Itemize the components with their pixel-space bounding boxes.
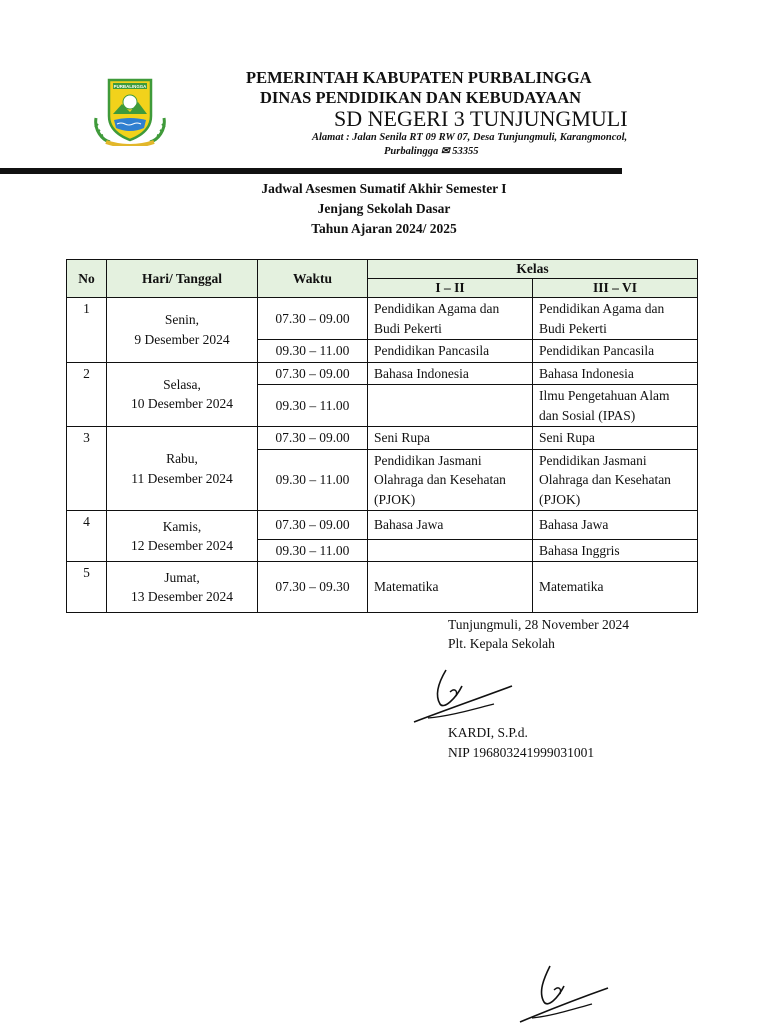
row-day-date	[107, 562, 258, 613]
document-subtitle-year: Tahun Ajaran 2024/ 2025	[311, 221, 457, 236]
row-subject-3-6: Bahasa Indonesia	[533, 362, 698, 385]
table-row	[67, 362, 698, 385]
day-date: 12 Desember 2024	[131, 538, 233, 553]
row-day-date	[107, 362, 258, 427]
header-time: Waktu	[258, 260, 368, 298]
row-subject-1-2: Pendidikan Pancasila	[368, 340, 533, 363]
district-logo	[92, 74, 168, 146]
row-time: 09.30 – 11.00	[258, 340, 368, 363]
letterhead-address-line2: Purbalingga ✉ 53355	[384, 146, 479, 157]
header-day-date: Hari/ Tanggal	[107, 260, 258, 298]
day-date: 9 Desember 2024	[134, 331, 230, 347]
header-no: No	[67, 260, 107, 298]
schedule-table	[66, 259, 698, 613]
day-name: Rabu,	[166, 451, 198, 466]
day-name: Jumat,	[164, 569, 200, 585]
row-time: 09.30 – 11.00	[258, 539, 368, 562]
day-date: 11 Desember 2024	[131, 470, 233, 486]
document-title: Jadwal Asesmen Sumatif Akhir Semester I	[261, 181, 507, 196]
table-header-row	[67, 260, 698, 279]
sign-name: KARDI, S.P.d.	[448, 725, 528, 740]
row-time: 07.30 – 09.00	[258, 427, 368, 450]
letterhead-department: DINAS PENDIDIKAN DAN KEBUDAYAAN	[260, 88, 582, 107]
letterhead-address-line1: Alamat : Jalan Senila RT 09 RW 07, Desa Tunjungmuli, Karangmoncol,	[312, 132, 628, 143]
letterhead-government: PEMERINTAH KABUPATEN PURBALINGGA	[246, 68, 592, 87]
row-subject-1-2: Matematika	[368, 562, 533, 613]
row-subject-3-6: Bahasa Jawa	[533, 511, 698, 540]
row-no: 1	[67, 298, 107, 363]
row-time: 07.30 – 09.30	[258, 562, 368, 613]
header-class-1-2: I – II	[368, 279, 533, 298]
letterhead-divider	[0, 168, 622, 174]
handwritten-signature-repeat	[518, 962, 610, 1024]
row-subject-3-6: Seni Rupa	[533, 427, 698, 450]
day-name: Kamis,	[162, 518, 202, 534]
header-class-3-6: III – VI	[533, 279, 698, 298]
row-subject-1-2: Pendidikan Agama dan Budi Pekerti	[368, 298, 533, 340]
row-time: 09.30 – 11.00	[258, 385, 368, 427]
day-date: 13 Desember 2024	[131, 589, 233, 604]
table-row	[67, 511, 698, 540]
row-subject-3-6: Pendidikan Agama dan Budi Pekerti	[533, 298, 698, 340]
day-name: Selasa,	[163, 376, 201, 392]
row-time: 07.30 – 09.00	[258, 298, 368, 340]
table-row	[67, 298, 698, 340]
handwritten-signature	[410, 660, 516, 726]
row-subject-1-2: Seni Rupa	[368, 427, 533, 450]
table-row	[67, 562, 698, 613]
row-time: 09.30 – 11.00	[258, 449, 368, 511]
header-class: Kelas	[368, 260, 698, 279]
row-day-date	[107, 511, 258, 562]
row-no: 5	[67, 562, 107, 613]
row-time: 07.30 – 09.00	[258, 362, 368, 385]
sign-nip: NIP 196803241999031001	[448, 745, 595, 760]
row-day-date	[107, 298, 258, 363]
row-subject-3-6: Pendidikan Pancasila	[533, 340, 698, 363]
row-subject-1-2	[368, 539, 533, 562]
row-subject-1-2: Bahasa Jawa	[368, 511, 533, 540]
row-subject-1-2	[368, 385, 533, 427]
row-subject-3-6: Ilmu Pengetahuan Alam dan Sosial (IPAS)	[533, 385, 698, 427]
day-date: 10 Desember 2024	[131, 396, 233, 412]
row-time: 07.30 – 09.00	[258, 511, 368, 540]
row-no: 3	[67, 427, 107, 511]
row-subject-3-6: Matematika	[533, 562, 698, 613]
logo-text: PURBALINGGA	[113, 84, 147, 89]
day-name: Senin,	[164, 312, 200, 328]
row-subject-3-6: Bahasa Inggris	[533, 539, 698, 562]
sign-place-date: Tunjungmuli, 28 November 2024	[448, 617, 630, 632]
sign-position: Plt. Kepala Sekolah	[448, 636, 555, 651]
row-no: 4	[67, 511, 107, 562]
row-subject-1-2: Pendidikan Jasmani Olahraga dan Kesehatan (PJOK)	[368, 449, 533, 511]
table-row	[67, 427, 698, 450]
letterhead-school-name: SD NEGERI 3 TUNJUNGMULI	[334, 106, 628, 131]
document-subtitle-level: Jenjang Sekolah Dasar	[317, 201, 451, 216]
row-subject-3-6: Pendidikan Jasmani Olahraga dan Kesehatan (PJOK)	[533, 449, 698, 511]
row-no: 2	[67, 362, 107, 427]
row-day-date	[107, 427, 258, 511]
row-subject-1-2: Bahasa Indonesia	[368, 362, 533, 385]
